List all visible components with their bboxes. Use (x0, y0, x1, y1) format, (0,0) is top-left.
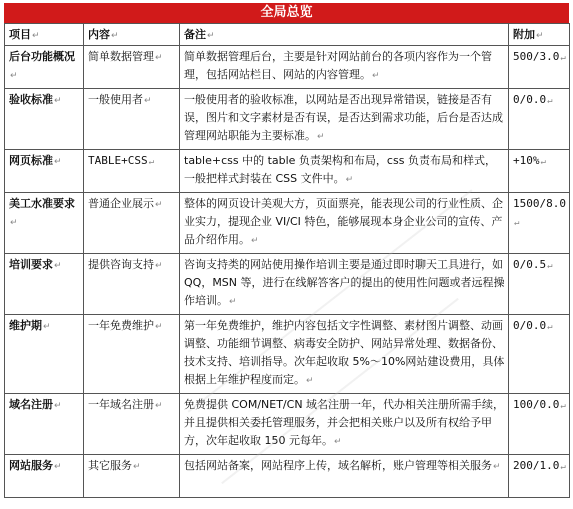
row-extra: 500/3.0↵ (509, 46, 570, 89)
table-row (5, 46, 570, 89)
row-extra: 0/0.5↵ (509, 254, 570, 315)
table-header-row (5, 24, 570, 46)
row-extra: 0/0.0↵ (509, 89, 570, 150)
row-content: 一年域名注册↵ (84, 394, 180, 455)
row-item: 验收标准↵ (5, 89, 84, 150)
row-note: table+css 中的 table 负责架构和布局，css 负责布局和样式，一般把样式封装在 CSS 文件中。↵ (180, 150, 509, 193)
row-note: 整体的网页设计美观大方，页面票亮，能表现公司的行业性质、企业实力，提现企业 VI/CI 特色，能够展现本身企业公司的宣传、产品介绍作用。↵ (180, 193, 509, 254)
row-content: 一般使用者↵ (84, 89, 180, 150)
table-row (5, 315, 570, 394)
row-item: 后台功能概况↵ (5, 46, 84, 89)
table-title: 全局总览 (4, 3, 569, 23)
row-content: 提供咨询支持↵ (84, 254, 180, 315)
row-content: 简单数据管理↵ (84, 46, 180, 89)
row-note: 第一年免费维护，维护内容包括文字性调整、素材图片调整、动画调整、功能细节调整、病毒安全防护、网站异常处理、数据备份、技术支持、培训指导。次年起收取 5%～10%网站建设费用，具体根据上年维护程度而定。↵ (180, 315, 509, 394)
row-content: TABLE+CSS↵ (84, 150, 180, 193)
row-content: 其它服务↵ (84, 455, 180, 498)
row-note: 一般使用者的验收标准，以网站是否出现异常错误，链接是否有误，图片和文字素材是否有误，是否达到需求功能，后台是否达成管理网站职能为主要标准。↵ (180, 89, 509, 150)
table-row (5, 193, 570, 254)
row-extra: 0/0.0↵ (509, 315, 570, 394)
row-note: 包括网站备案，网站程序上传，域名解析，账户管理等相关服务↵ (180, 455, 509, 498)
overview-table (4, 23, 570, 498)
row-note: 简单数据管理后台，主要是针对网站前台的各项内容作为一个管理，包括网站栏目、网站的内容管理。↵ (180, 46, 509, 89)
header-note: 备注↵ (180, 24, 509, 46)
row-extra: 100/0.0↵ (509, 394, 570, 455)
row-item: 美工水准要求↵ (5, 193, 84, 254)
row-content: 普通企业展示↵ (84, 193, 180, 254)
row-item: 网页标准↵ (5, 150, 84, 193)
row-note: 咨询支持类的网站使用操作培训主要是通过即时聊天工具进行，如 QQ，MSN 等，进行在线解答客户的提出的使用性问题或者远程操作培训。↵ (180, 254, 509, 315)
row-item: 培训要求↵ (5, 254, 84, 315)
table-row (5, 150, 570, 193)
row-item: 域名注册↵ (5, 394, 84, 455)
table-row (5, 455, 570, 498)
table-row (5, 254, 570, 315)
row-extra: 1500/8.0↵ (509, 193, 570, 254)
header-item: 项目↵ (5, 24, 84, 46)
header-extra: 附加↵ (509, 24, 570, 46)
header-content: 内容↵ (84, 24, 180, 46)
row-content: 一年免费维护↵ (84, 315, 180, 394)
row-note: 免费提供 COM/NET/CN 域名注册一年，代办相关注册所需手续，并且提供相关委托管理服务，并会把相关账户以及所有权给予甲方，次年起收取 150 元每年。↵ (180, 394, 509, 455)
row-item: 网站服务↵ (5, 455, 84, 498)
table-row (5, 89, 570, 150)
row-extra: +10%↵ (509, 150, 570, 193)
table-row (5, 394, 570, 455)
row-item: 维护期↵ (5, 315, 84, 394)
row-extra: 200/1.0↵ (509, 455, 570, 498)
